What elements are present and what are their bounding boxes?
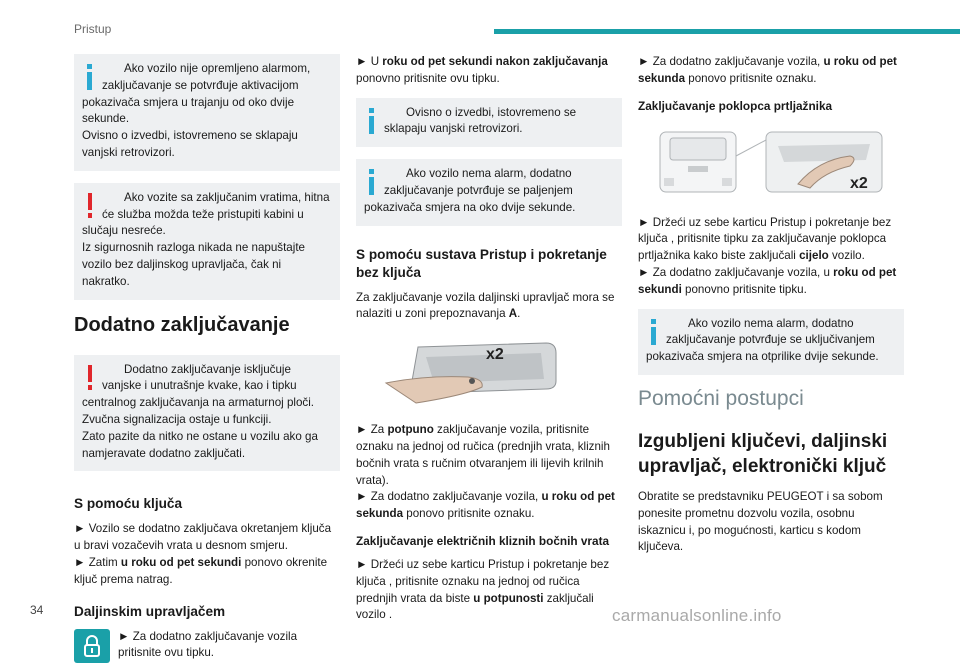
subheading-tailgate: Zaključavanje poklopca prtljažnika	[638, 98, 833, 113]
subheading-sliding-doors: Zaključavanje električnih kliznih bočnih vrata	[356, 533, 610, 548]
info-icon	[364, 105, 384, 135]
note-text: Dodatno zaključavanje isključuje vanjske i unutrašnje kvake, kao i tipku centralnog zaključavanja na armaturnoj ploči.	[82, 362, 315, 410]
info-icon	[82, 61, 102, 91]
paragraph: Za zaključavanje vozila daljinski upravljač mora se nalaziti u zoni prepoznavanja A.	[356, 290, 615, 321]
x2-label: x2	[486, 346, 504, 364]
paragraph: ► Držeći uz sebe karticu Pristup i pokretanje bez ključa , pritisnite oznaku na jednoj od ručica prednjih vrata da biste u potpunosti zaključali vozilo .	[356, 557, 610, 622]
info-note-alarm	[74, 54, 340, 171]
note-text: Ako vozilo nema alarm, dodatno zaključavanje potvrđuje se uključivanjem pokazivača smjera na otprilike dvije sekunde.	[646, 316, 879, 364]
paragraph: ► Držeći uz sebe karticu Pristup i pokretanje bez ključa , pritisnite tipku za zaključavanje poklopca prtljažnika kako biste zaključali cijelo vozilo.	[638, 215, 892, 263]
warning-note-deadlock	[74, 355, 340, 472]
column-2	[356, 54, 622, 634]
subheading-key: S pomoću ključa	[74, 496, 183, 512]
paragraph: ► Zatim u roku od pet sekundi ponovo okrenite ključ prema natrag.	[74, 555, 328, 586]
note-text: Ovisno o izvedbi, istovremeno se sklapaju vanjski retrovizori.	[384, 105, 577, 136]
info-icon	[364, 166, 384, 196]
info-icon	[646, 316, 666, 346]
info-note-no-alarm	[356, 159, 622, 225]
note-text: Iz sigurnosnih razloga nikada ne napuštajte vozilo bez daljinskog upravljača, čak ni nakratko.	[82, 241, 306, 288]
column-1	[74, 54, 340, 663]
subheading-keyless: S pomoću sustava Pristup i pokretanje bez ključa	[356, 246, 607, 280]
note-text: Zvučna signalizacija ostaje u funkciji.	[82, 412, 272, 426]
warning-note-locked-doors	[74, 183, 340, 300]
page-number: 34	[30, 603, 44, 617]
warning-icon	[82, 362, 102, 392]
tailgate-illustration	[638, 126, 904, 198]
info-note-tailgate	[638, 309, 904, 375]
section-heading-lost-keys: Izgubljeni ključevi, daljinski upravljač, elektronički ključ	[638, 430, 888, 477]
note-text: Ako vozite sa zaključanim vratima, hitna će služba možda teže pristupiti kabini u slučaju nesreće.	[82, 190, 330, 238]
subheading-remote: Daljinskim upravljačem	[74, 603, 226, 619]
x2-label: x2	[850, 174, 868, 192]
paragraph: Obratite se predstavniku PEUGEOT i sa sobom ponesite prometnu dozvolu vozila, osobnu iskaznicu i, po mogućnosti, karticu s kodom ključeva.	[638, 489, 883, 554]
note-text: Ovisno o izvedbi, istovremeno se sklapaju vanjski retrovizori.	[82, 129, 298, 159]
section-heading-auxiliary: Pomoćni postupci	[638, 386, 804, 410]
paragraph: ► Vozilo se dodatno zaključava okretanjem ključa u bravi vozačevih vrata u desnom smjeru.	[74, 522, 332, 553]
note-text: Ako vozilo nije opremljeno alarmom, zaključavanje se potvrđuje aktivacijom pokazivača smjera u trajanju od oko dvije sekunde.	[82, 62, 311, 126]
paragraph: ► Za dodatno zaključavanje vozila, u roku od pet sekundi ponovno pritisnite tipku.	[638, 265, 897, 296]
section-heading: Dodatno zaključavanje	[74, 313, 290, 336]
remote-lock-instruction	[74, 629, 340, 663]
paragraph: ► U roku od pet sekundi nakon zaključavanja ponovno pritisnite ovu tipku.	[356, 55, 608, 85]
padlock-icon	[74, 629, 110, 663]
door-handle-illustration	[356, 337, 622, 407]
header-accent-bar	[494, 29, 960, 34]
paragraph: ► Za dodatno zaključavanje vozila pritisnite ovu tipku.	[118, 629, 298, 660]
paragraph: ► Za dodatno zaključavanje vozila, u roku od pet sekunda ponovo pritisnite oznaku.	[638, 55, 897, 85]
info-note-mirrors	[356, 98, 622, 148]
column-3	[638, 54, 904, 566]
watermark: carmanualsonline.info	[612, 606, 782, 625]
warning-icon	[82, 190, 102, 220]
note-text: Ako vozilo nema alarm, dodatno zaključavanje potvrđuje se paljenjem pokazivača smjera na oko dvije sekunde.	[364, 167, 576, 214]
paragraph: ► Za dodatno zaključavanje vozila, u roku od pet sekunda ponovo pritisnite oznaku.	[356, 490, 615, 521]
section-header: Pristup	[74, 22, 112, 36]
note-text: Zato pazite da nitko ne ostane u vozilu ako ga namjeravate dodatno zaključati.	[82, 429, 318, 460]
paragraph: ► Za potpuno zaključavanje vozila, pritisnite oznaku na jednoj od ručica (prednjih vrata, kliznih bočnih vrata s ručnim otvaranjem ili lijevih krilnih vrata).	[356, 423, 610, 487]
